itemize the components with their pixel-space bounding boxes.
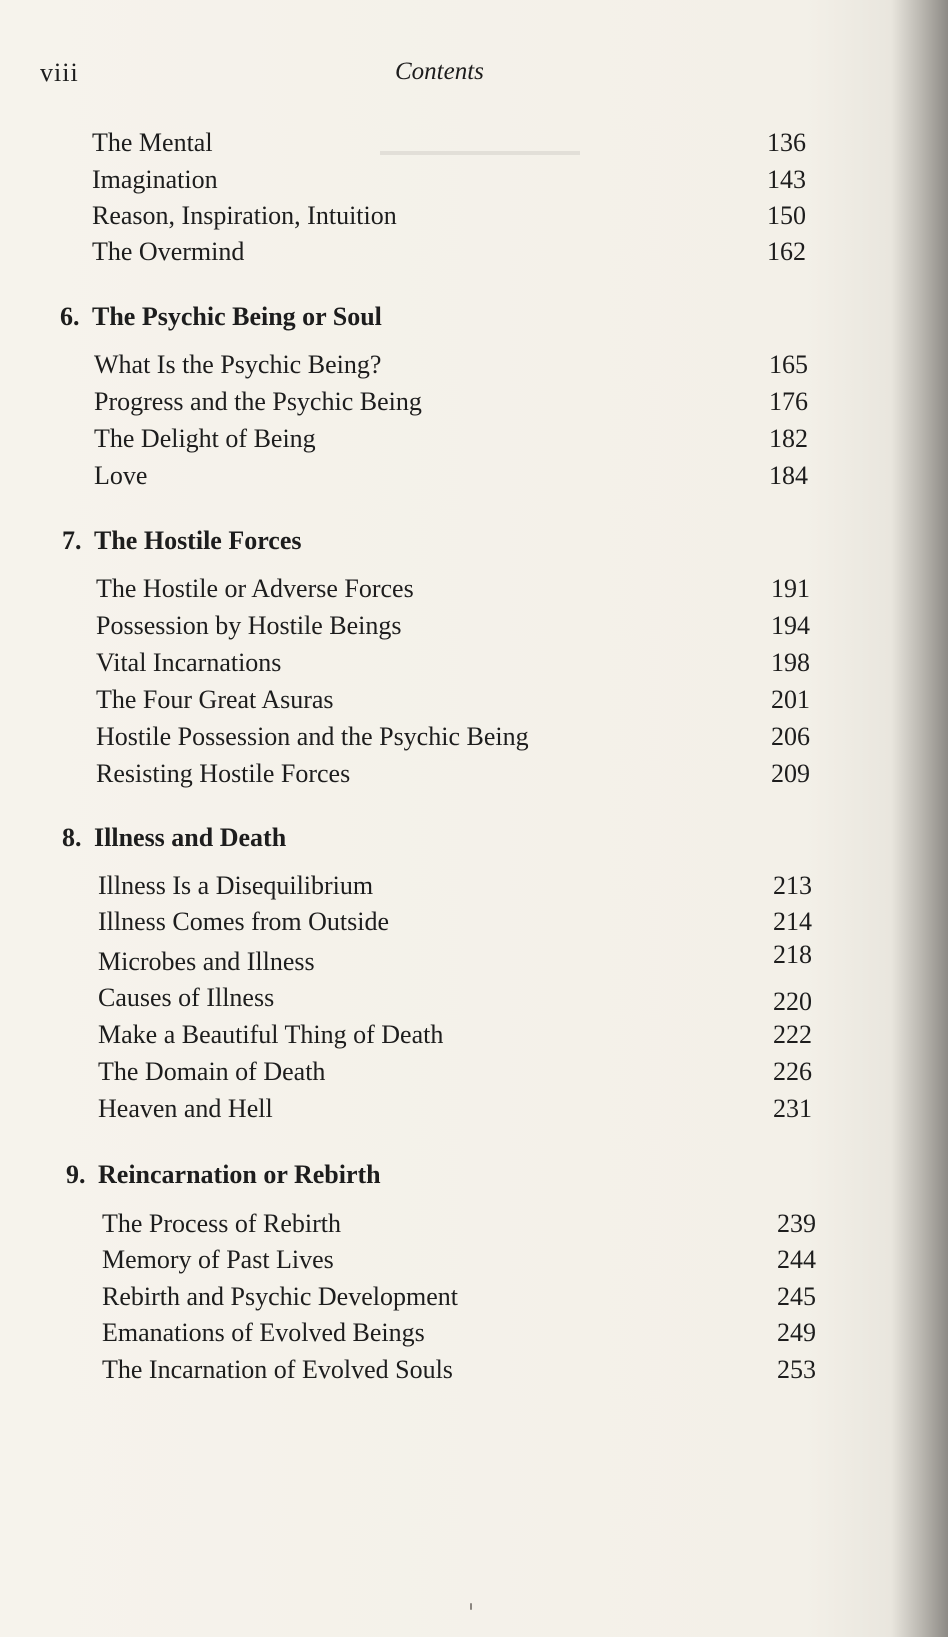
toc-entry-page: 249: [777, 1318, 816, 1347]
toc-entry[interactable]: [96, 574, 810, 606]
folio: viii: [40, 58, 79, 87]
toc-entry[interactable]: [94, 424, 808, 456]
chapter-number: 7.: [62, 526, 82, 555]
toc-entry[interactable]: [96, 611, 810, 643]
toc-entry[interactable]: [92, 128, 806, 160]
toc-entry-page: 226: [773, 1057, 812, 1086]
toc-entry-title: Rebirth and Psychic Development: [102, 1282, 458, 1311]
toc-entry-page: 191: [771, 574, 810, 603]
chapter-title: The Hostile Forces: [94, 526, 302, 555]
toc-entry-title: The Mental: [92, 128, 213, 157]
toc-entry-page: 182: [769, 424, 808, 453]
toc-entry-page: 136: [767, 128, 806, 157]
toc-entry[interactable]: [98, 907, 812, 939]
toc-entry-page: 253: [777, 1355, 816, 1384]
toc-entry[interactable]: [98, 1057, 812, 1089]
toc-entry-title: The Hostile or Adverse Forces: [96, 574, 414, 603]
toc-entry-title: What Is the Psychic Being?: [94, 350, 382, 379]
toc-entry-page: 162: [767, 237, 806, 266]
toc-entry-title: Reason, Inspiration, Intuition: [92, 201, 397, 230]
chapter-heading[interactable]: [66, 1160, 381, 1190]
running-title: Contents: [395, 58, 484, 85]
toc-entry-page: 213: [773, 871, 812, 900]
toc-entry-page: 245: [777, 1282, 816, 1311]
chapter-title: Illness and Death: [94, 823, 287, 852]
chapter-number: 8.: [62, 823, 82, 852]
toc-entry-page: 194: [771, 611, 810, 640]
toc-entry-page: 218: [773, 940, 812, 969]
toc-entry-page: 184: [769, 461, 808, 490]
toc-entry-title: Vital Incarnations: [96, 648, 282, 677]
toc-entry[interactable]: [92, 201, 806, 233]
toc-entry-page: 198: [771, 648, 810, 677]
toc-entry-title: The Overmind: [92, 237, 245, 266]
toc-entry[interactable]: [102, 1209, 816, 1241]
toc-entry[interactable]: [94, 387, 808, 419]
toc-entry-page: 150: [767, 201, 806, 230]
toc-entry-page: 239: [777, 1209, 816, 1238]
chapter-heading[interactable]: [62, 526, 301, 556]
toc-entry-page: 214: [773, 907, 812, 936]
toc-entry[interactable]: [92, 237, 806, 269]
toc-entry-page: 206: [771, 722, 810, 751]
toc-entry-title: Resisting Hostile Forces: [96, 759, 351, 788]
toc-entry-title: Illness Comes from Outside: [98, 907, 390, 936]
toc-entry-page: 220: [773, 987, 812, 1016]
toc-entry-title: Emanations of Evolved Beings: [102, 1318, 425, 1347]
toc-entry-title: The Process of Rebirth: [102, 1209, 342, 1238]
toc-entry-page: 244: [777, 1245, 816, 1274]
toc-entry-title: Illness Is a Disequilibrium: [98, 871, 374, 900]
toc-entry-title: Causes of Illness: [98, 983, 275, 1012]
toc-entry-title: The Domain of Death: [98, 1057, 326, 1086]
toc-entry-title: Hostile Possession and the Psychic Being: [96, 722, 529, 751]
chapter-heading[interactable]: [62, 823, 286, 853]
toc-entry-title: Make a Beautiful Thing of Death: [98, 1020, 444, 1049]
toc-entry[interactable]: [94, 350, 808, 382]
toc-entry[interactable]: [96, 648, 810, 680]
toc-entry-title: Imagination: [92, 165, 218, 194]
toc-entry-page: 231: [773, 1094, 812, 1123]
toc-entry[interactable]: [102, 1318, 816, 1350]
toc-entry[interactable]: [98, 1094, 812, 1126]
toc-entry-title: The Incarnation of Evolved Souls: [102, 1355, 453, 1384]
paper-speck: [470, 1603, 472, 1610]
toc-entry[interactable]: [94, 461, 808, 493]
toc-entry-title: Memory of Past Lives: [102, 1245, 334, 1274]
toc-entry-title: Heaven and Hell: [98, 1094, 273, 1123]
toc-entry[interactable]: [96, 722, 810, 754]
chapter-title: Reincarnation or Rebirth: [98, 1160, 381, 1189]
toc-entry[interactable]: [102, 1282, 816, 1314]
toc-entry-title: Love: [94, 461, 148, 490]
toc-entry-title: Microbes and Illness: [98, 947, 315, 976]
toc-entry[interactable]: [96, 685, 810, 717]
toc-entry[interactable]: [98, 940, 812, 976]
page-header: [40, 54, 840, 94]
toc-entry-title: Progress and the Psychic Being: [94, 387, 422, 416]
toc-entry[interactable]: [96, 759, 810, 791]
chapter-number: 6.: [60, 302, 80, 331]
chapter-title: The Psychic Being or Soul: [92, 302, 382, 331]
chapter-number: 9.: [66, 1160, 86, 1189]
toc-entry[interactable]: [98, 983, 812, 1015]
toc-entry-page: 222: [773, 1020, 812, 1049]
chapter-heading[interactable]: [60, 302, 382, 332]
toc-entry-title: Possession by Hostile Beings: [96, 611, 402, 640]
toc-entry[interactable]: [98, 871, 812, 903]
toc-entry[interactable]: [102, 1245, 816, 1277]
toc-entry-page: 176: [769, 387, 808, 416]
toc-entry-page: 201: [771, 685, 810, 714]
toc-entry[interactable]: [92, 165, 806, 197]
toc-entry-page: 165: [769, 350, 808, 379]
toc-entry-title: The Four Great Asuras: [96, 685, 334, 714]
toc-entry-title: The Delight of Being: [94, 424, 316, 453]
toc-entry-page: 209: [771, 759, 810, 788]
toc-entry[interactable]: [102, 1355, 816, 1387]
toc-entry-page: 143: [767, 165, 806, 194]
toc-entry[interactable]: [98, 1020, 812, 1052]
